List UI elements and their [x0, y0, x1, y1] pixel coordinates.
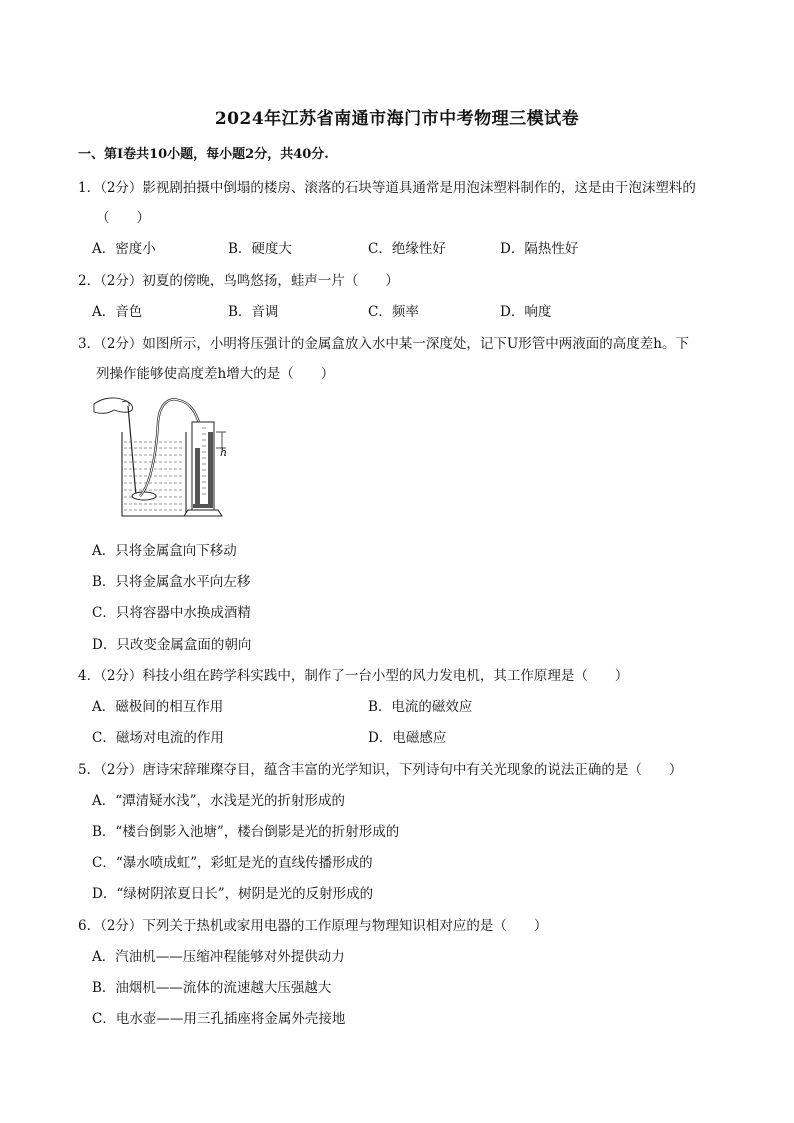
- q3-option-b: B．只将金属盒水平向左移: [92, 574, 251, 590]
- q1-stem-line-2: （ ）: [96, 210, 150, 226]
- q4-option-c: C．磁场对电流的作用: [92, 730, 224, 746]
- q1-stem-line-1: 1．（2分）影视剧拍摄中倒塌的楼房、滚落的石块等道具通常是用泡沫塑料制作的，这是由于泡沫塑料的: [78, 180, 696, 196]
- q2-option-b: B．音调: [228, 304, 279, 320]
- q5-option-c: C．“瀑水喷成虹”，彩虹是光的直线传播形成的: [92, 855, 373, 871]
- q5-option-d: D．“绿树阴浓夏日长”，树阴是光的反射形成的: [92, 886, 374, 902]
- q1-option-a: A．密度小: [92, 241, 156, 257]
- section-heading: 一、第Ⅰ卷共10小题，每小题2分，共40分.: [78, 147, 329, 162]
- q1-option-b: B．硬度大: [228, 241, 292, 257]
- exam-title: 2024年江苏省南通市海门市中考物理三模试卷: [214, 109, 580, 129]
- q4-option-a: A．磁极间的相互作用: [92, 699, 224, 715]
- probe-rod: [128, 406, 136, 496]
- q3-option-c: C．只将容器中水换成酒精: [92, 605, 251, 621]
- q5-stem: 5．（2分）唐诗宋辞璀璨夺目，蕴含丰富的光学知识，下列诗句中有关光现象的说法正确的是（ ）: [78, 762, 683, 778]
- q2-option-c: C．频率: [368, 304, 419, 320]
- q6-stem: 6．（2分）下列关于热机或家用电器的工作原理与物理知识相对应的是（ ）: [78, 918, 548, 934]
- q2-option-d: D．响度: [500, 304, 552, 320]
- q5-option-b: B．“楼台倒影入池塘”，楼台倒影是光的折射形成的: [92, 824, 400, 840]
- q3-option-a: A．只将金属盒向下移动: [92, 543, 237, 559]
- u-tube-base: [184, 510, 222, 516]
- q3-stem-line-2: 列操作能够使高度差h增大的是（ ）: [96, 366, 335, 382]
- q1-option-d: D．隔热性好: [500, 241, 579, 257]
- q4-stem: 4．（2分）科技小组在跨学科实践中，制作了一台小型的风力发电机，其工作原理是（ ）: [78, 668, 629, 684]
- q5-option-a: A．“潭清疑水浅”，水浅是光的折射形成的: [92, 793, 346, 809]
- metal-box: [132, 492, 156, 500]
- q4-option-d: D．电磁感应: [368, 730, 447, 746]
- q4-option-b: B．电流的磁效应: [368, 699, 473, 715]
- height-label-h: h: [220, 446, 228, 459]
- q3-option-d: D．只改变金属盒面的朝向: [92, 637, 252, 653]
- hand-shape: [94, 398, 133, 413]
- hand-finger: [122, 401, 129, 406]
- left-liquid-column: [195, 448, 200, 506]
- q3-stem-line-1: 3．（2分）如图所示，小明将压强计的金属盒放入水中某一深度处，记下U形管中两液面的高度差h。下: [78, 336, 689, 352]
- q2-option-a: A．音色: [92, 304, 143, 320]
- q6-option-c: C．电水壶——用三孔插座将金属外壳接地: [92, 1011, 346, 1027]
- q6-option-a: A．汽油机——压缩冲程能够对外提供动力: [92, 949, 345, 965]
- q2-stem: 2．（2分）初夏的傍晚，鸟鸣悠扬，蛙声一片（ ）: [78, 273, 399, 289]
- pressure-gauge-figure: [92, 392, 242, 522]
- q1-option-c: C．绝缘性好: [368, 241, 446, 257]
- right-liquid-column: [208, 432, 213, 506]
- q6-option-b: B．油烟机——流体的流速越大压强越大: [92, 980, 332, 996]
